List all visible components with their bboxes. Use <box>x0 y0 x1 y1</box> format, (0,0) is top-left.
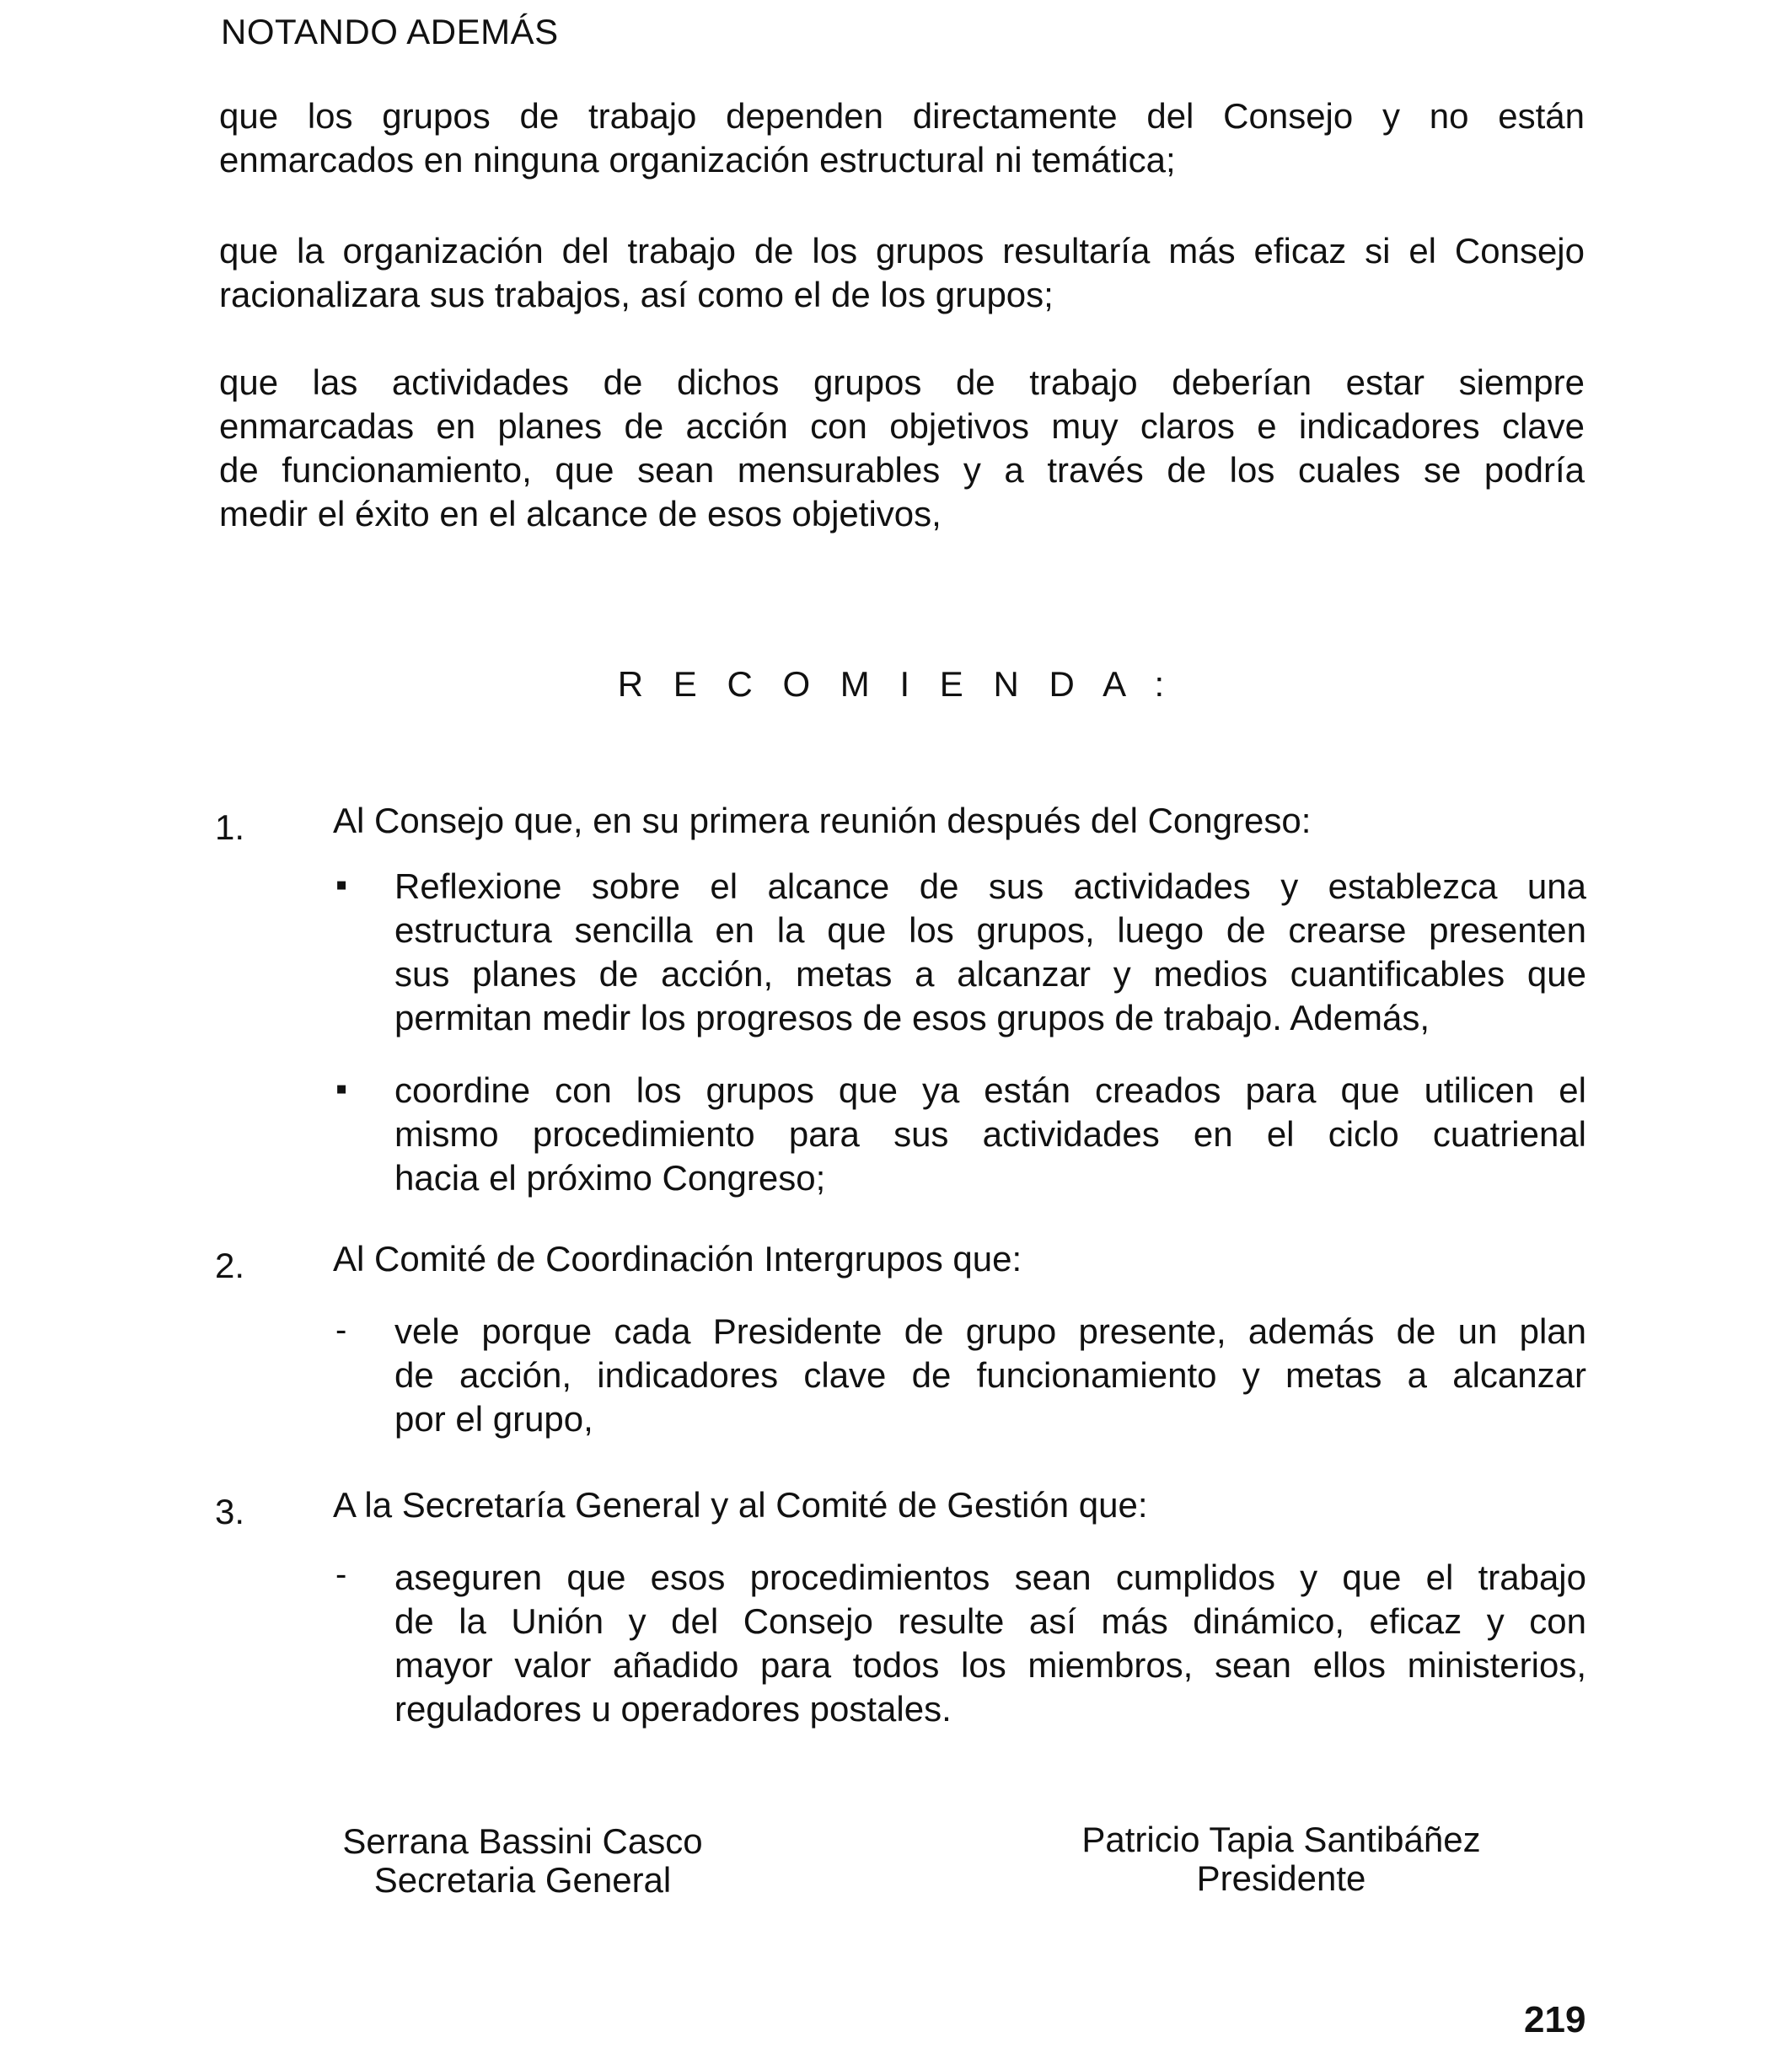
bullet-line: permitan medir los progresos de esos grupos de trabajo. Además, <box>394 998 1430 1037</box>
bullet-line: reguladores u operadores postales. <box>394 1689 952 1729</box>
bullet-marker: ▪ <box>335 1070 348 1107</box>
preamble-paragraph-2 <box>219 229 1585 317</box>
bullet-line: vele porque cada Presidente de grupo presente, además de un plan <box>394 1311 1586 1351</box>
bullet-line: estructura sencilla en la que los grupos, luego de crearse presenten <box>394 910 1586 950</box>
item-heading: A la Secretaría General y al Comité de Gestión que: <box>333 1485 1148 1525</box>
bullet-line: aseguren que esos procedimientos sean cumplidos y que el trabajo <box>394 1557 1586 1597</box>
preamble-paragraph-3 <box>219 361 1585 536</box>
paragraph-line: que las actividades de dichos grupos de trabajo deberían estar siempre <box>219 362 1585 402</box>
paragraph-line: medir el éxito en el alcance de esos objetivos, <box>219 494 942 533</box>
bullet-line: mismo procedimiento para sus actividades en el ciclo cuatrienal <box>394 1114 1586 1154</box>
dash-marker: - <box>335 1556 347 1593</box>
recommendation-title: R E C O M I E N D A : <box>617 664 1175 704</box>
paragraph-line: enmarcados en ninguna organización estructural ni temática; <box>219 140 1176 180</box>
bullet-line: mayor valor añadido para todos los miembros, sean ellos ministerios, <box>394 1645 1586 1685</box>
paragraph-line: racionalizara sus trabajos, así como el de los grupos; <box>219 275 1054 314</box>
signatory-name: Patricio Tapia Santibáñez <box>1081 1820 1481 1859</box>
signatory-name: Serrana Bassini Casco <box>342 1821 703 1861</box>
item-1-bullet-2 <box>394 1069 1586 1200</box>
dash-marker: - <box>335 1311 347 1348</box>
page-number: 219 <box>1524 1999 1586 2040</box>
signatory-title: Presidente <box>1196 1858 1366 1898</box>
item-number: 1. <box>215 807 245 847</box>
section-heading: NOTANDO ADEMÁS <box>221 12 559 51</box>
bullet-line: coordine con los grupos que ya están creados para que utilicen el <box>394 1070 1586 1110</box>
item-2-dash-1 <box>394 1310 1586 1441</box>
bullet-line: de la Unión y del Consejo resulte así más dinámico, eficaz y con <box>394 1601 1586 1641</box>
bullet-line: por el grupo, <box>394 1399 593 1439</box>
paragraph-line: de funcionamiento, que sean mensurables y a través de los cuales se podría <box>219 450 1585 490</box>
bullet-line: hacia el próximo Congreso; <box>394 1158 826 1198</box>
item-number: 2. <box>215 1246 245 1285</box>
signature-block-secretary <box>303 1822 742 1900</box>
signature-block-president <box>1045 1820 1517 1898</box>
paragraph-line: que los grupos de trabajo dependen directamente del Consejo y no están <box>219 96 1585 136</box>
signatory-title: Secretaria General <box>373 1860 672 1900</box>
bullet-line: de acción, indicadores clave de funcionamiento y metas a alcanzar <box>394 1355 1586 1395</box>
paragraph-line: enmarcadas en planes de acción con objetivos muy claros e indicadores clave <box>219 406 1585 446</box>
bullet-line: sus planes de acción, metas a alcanzar y medios cuantificables que <box>394 954 1586 994</box>
bullet-marker: ▪ <box>335 866 348 903</box>
bullet-line: Reflexione sobre el alcance de sus actividades y establezca una <box>394 866 1586 906</box>
preamble-paragraph-1 <box>219 94 1585 182</box>
paragraph-line: que la organización del trabajo de los grupos resultaría más eficaz si el Consejo <box>219 231 1585 271</box>
item-heading: Al Consejo que, en su primera reunión después del Congreso: <box>333 801 1312 840</box>
item-1-bullet-1 <box>394 865 1586 1040</box>
item-heading: Al Comité de Coordinación Intergrupos que: <box>333 1239 1022 1279</box>
item-number: 3. <box>215 1492 245 1531</box>
item-3-dash-1 <box>394 1556 1586 1731</box>
